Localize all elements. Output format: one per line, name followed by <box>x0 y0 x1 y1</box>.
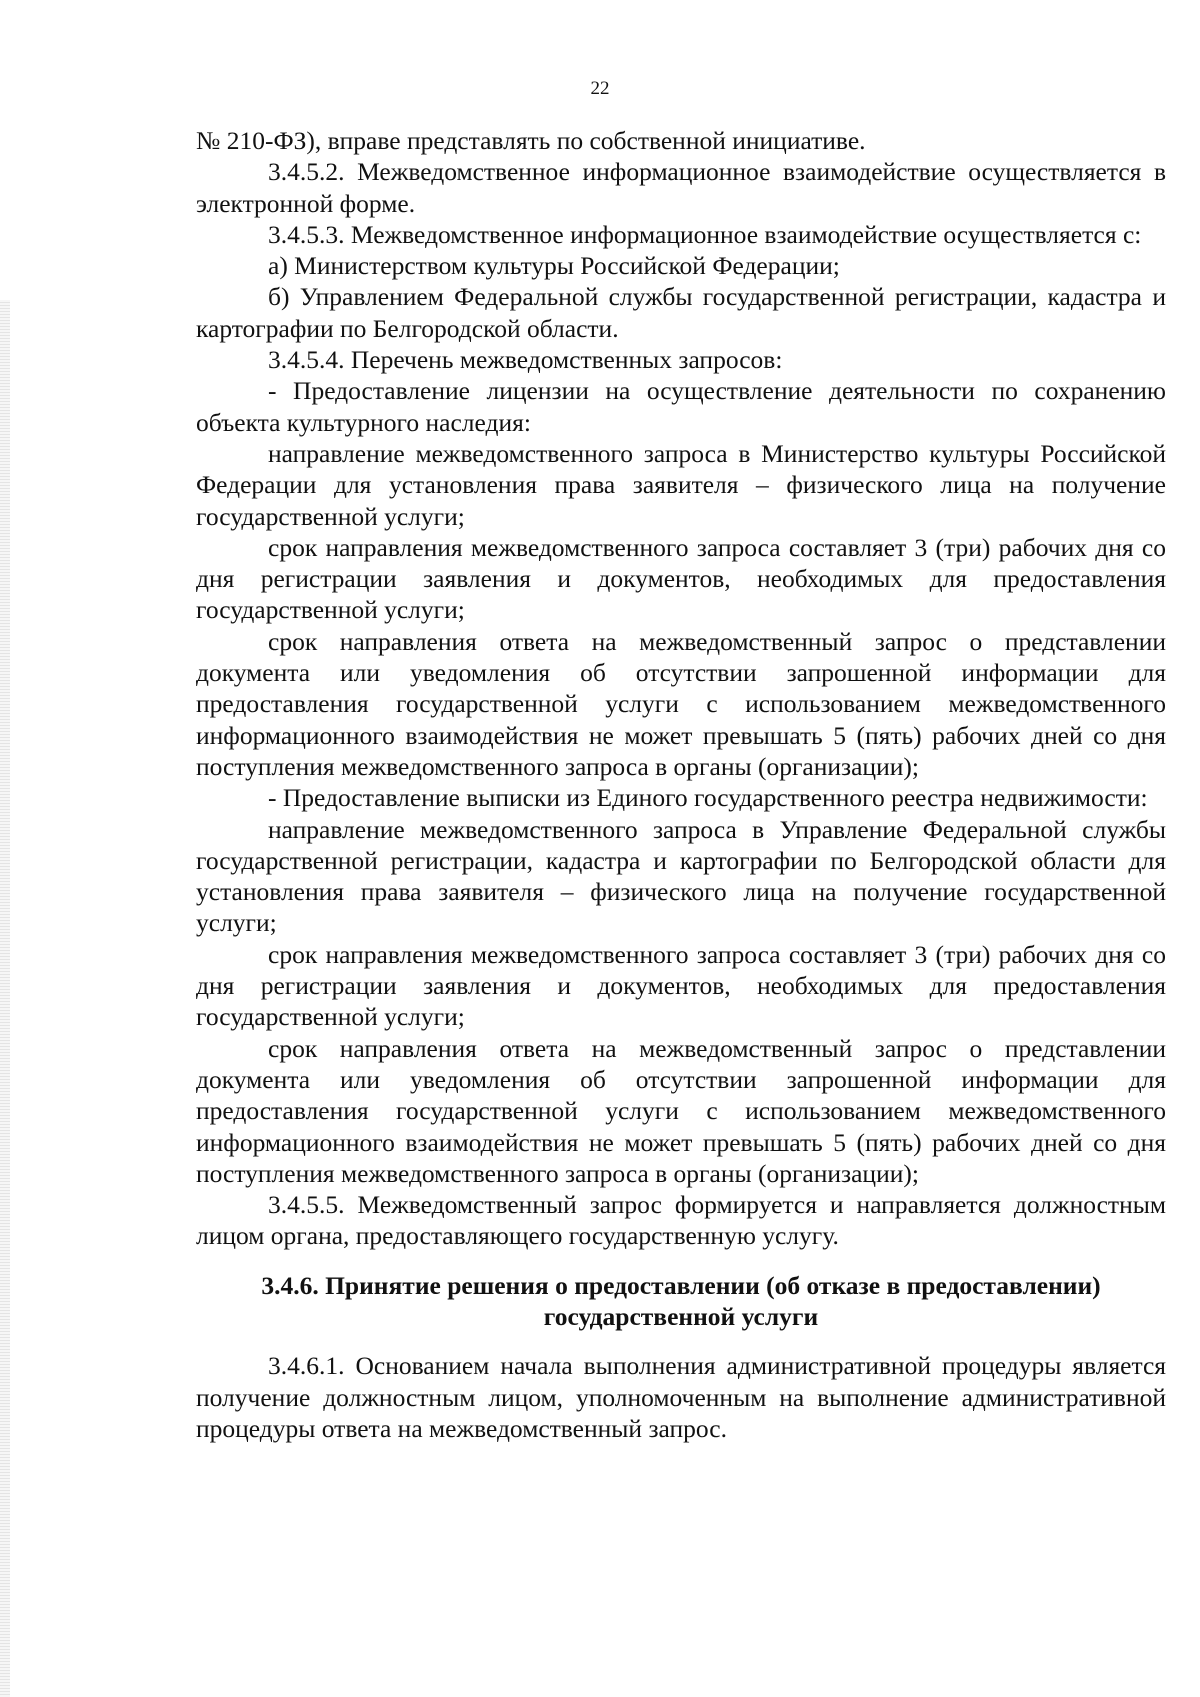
section-heading <box>196 1270 1166 1333</box>
response-term-1: срок направления ответа на межведомственный запрос о представлении документа или уведомления об отсутствии запрошенной информации для предоставления государственной услуги с использованием межведомственного информационного взаимодействия не может превышать 5 (пять) рабочих дней со дня поступления межведомственного запроса в органы (организации); <box>196 626 1166 781</box>
request-item-license: - Предоставление лицензии на осуществление деятельности по сохранению объекта культурного наследия: <box>196 376 1166 437</box>
request-direction-rosreestr: направление межведомственного запроса в Управление Федеральной службы государственной регистрации, кадастра и картографии по Белгородской области для установления права заявителя – физического лица на получение государственной услуги; <box>196 814 1166 938</box>
request-direction-ministry: направление межведомственного запроса в Министерство культуры Российской Федерации для установления права заявителя – физического лица на получение государственной услуги; <box>196 438 1166 531</box>
section-heading-line-2: государственной услуги <box>543 1301 819 1331</box>
section-heading-line-1: 3.4.6. Принятие решения о предоставлении (об отказе в предоставлении) <box>261 1270 1101 1300</box>
request-term-1: срок направления межведомственного запроса составляет 3 (три) рабочих дня со дня регистрации заявления и документов, необходимых для предоставления государственной услуги; <box>196 532 1166 625</box>
response-term-2: срок направления ответа на межведомственный запрос о представлении документа или уведомления об отсутствии запрошенной информации для предоставления государственной услуги с использованием межведомственного информационного взаимодействия не может превышать 5 (пять) рабочих дней со дня поступления межведомственного запроса в органы (организации); <box>196 1033 1166 1188</box>
paragraph-3-4-5-4: 3.4.5.4. Перечень межведомственных запросов: <box>268 345 783 375</box>
paragraph-3-4-5-2: 3.4.5.2. Межведомственное информационное взаимодействие осуществляется в электронной форме. <box>196 157 1166 218</box>
scan-edge-artifact <box>0 300 10 1697</box>
paragraph-continuation: № 210-ФЗ), вправе представлять по собственной инициативе. <box>196 126 866 155</box>
request-term-2: срок направления межведомственного запроса составляет 3 (три) рабочих дня со дня регистрации заявления и документов, необходимых для предоставления государственной услуги; <box>196 939 1166 1032</box>
request-item-registry: - Предоставление выписки из Единого государственного реестра недвижимости: <box>268 783 1148 813</box>
page-number: 22 <box>590 78 610 99</box>
paragraph-3-4-5-5: 3.4.5.5. Межведомственный запрос формируется и направляется должностным лицом органа, предоставляющего государственную услугу. <box>196 1190 1166 1251</box>
list-item-b: б) Управлением Федеральной службы государственной регистрации, кадастра и картографии по Белгородской области. <box>196 282 1166 343</box>
paragraph-3-4-5-3: 3.4.5.3. Межведомственное информационное взаимодействие осуществляется с: <box>268 219 1142 249</box>
paragraph-3-4-6-1: 3.4.6.1. Основанием начала выполнения административной процедуры является получение должностным лицом, уполномоченным на выполнение административной процедуры ответа на межведомственный запрос. <box>196 1351 1166 1443</box>
document-body <box>196 125 1166 1444</box>
list-item-a: а) Министерством культуры Российской Федерации; <box>268 251 840 281</box>
